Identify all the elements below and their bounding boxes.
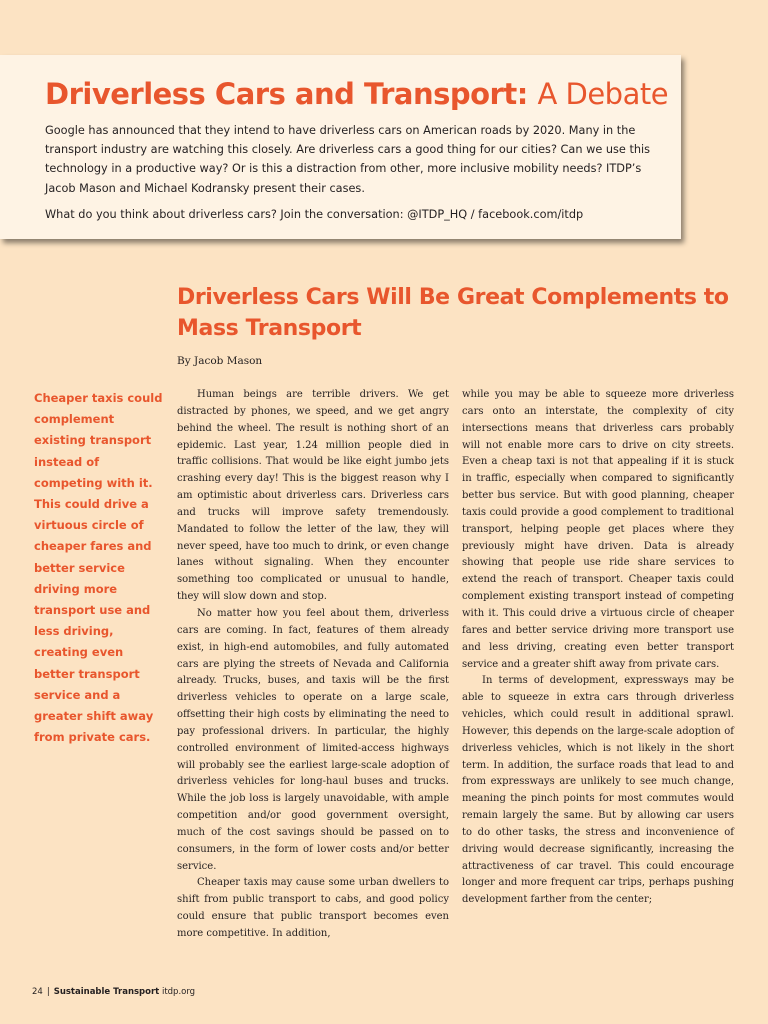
pull-quote: Cheaper taxis could complement existing transport instead of competing with it. This could drive a virtuous circle of cheaper fares and better service driving more transport use and less driving, creating even better transport service and a greater shift away from private cars.: [34, 391, 163, 745]
body-paragraph: Cheaper taxis may cause some urban dwellers to shift from public transport to cabs, and good policy could ensure that public transport becomes even more competitive. In addition,: [177, 877, 449, 939]
body-column-right: [462, 387, 734, 909]
page-footer: [32, 986, 195, 998]
body-column-left: [177, 387, 449, 943]
footer-separator: |: [46, 987, 50, 997]
body-paragraph: In terms of development, expressways may be able to squeeze in extra cars through driverless vehicles, which could result in additional sprawl. However, this depends on the large-scale adoption of driverless vehicles, which is not likely in the short term. In addition, the surface roads that lead to and from expressways are unlikely to see much change, meaning the pinch points for most commutes would remain largely the same. But by allowing car users to do other tasks, the stress and inconvenience of driving would decrease significantly, increasing the attractiveness of car travel. This could encourage longer and more frequent car trips, perhaps pushing development farther from the center;: [462, 675, 734, 906]
publication-name: Sustainable Transport: [53, 987, 160, 997]
body-paragraph: No matter how you feel about them, driverless cars are coming. In fact, features of them already exist, in high-end automobiles, and fully automated cars are plying the streets of Nevada and California already. Trucks, buses, and taxis will be the first driverless vehicles to operate on a large scale, offsetting their high costs by eliminating the need to pay professional drivers. In particular, the highly controlled environment of limited-access highways will probably see the earliest large-scale adoption of driverless vehicles for long-haul buses and trucks. While the job loss is largely unavoidable, with ample competition and/or good government oversight, much of the cost savings should be passed on to consumers, in the form of lower costs and/or better service.: [177, 607, 449, 872]
page-number: 24: [32, 987, 43, 997]
body-paragraph: while you may be able to squeeze more driverless cars onto an interstate, the complexity of city intersections means that driverless cars probably will not enable more cars to drive on city streets. Even a cheap taxi is not that appealing if it is stuck in traffic, especially when compared to significantly better bus service. But with good planning, cheaper taxis could provide a good complement to traditional transport, helping people get places where they previously might have driven. Data is already showing that people use ride share services to extend the reach of transport. Cheaper taxis could complement existing transport instead of competing with it. This could drive a virtuous circle of cheaper fares and better service driving more transport use and less driving, creating even better transport service and a greater shift away from private cars.: [462, 389, 734, 670]
debate-title: [45, 74, 668, 114]
intro-call-to-action: What do you think about driverless cars? Join the conversation: @ITDP_HQ / facebook.com/itdp: [45, 208, 584, 221]
debate-title-suffix: A Debate: [537, 77, 669, 111]
website-link[interactable]: itdp.org: [161, 987, 196, 997]
body-paragraph: Human beings are terrible drivers. We get distracted by phones, we speed, and we get angry behind the wheel. The result is nothing short of an epidemic. Last year, 1.24 million people died in traffic collisions. That would be like eight jumbo jets crashing every day! This is the biggest reason why I am optimistic about driverless cars. Driverless cars and trucks will improve safety tremendously. Mandated to follow the letter of the law, they will never speed, have too much to drink, or even change lanes without signaling. When they encounter something too complicated or unusual to handle, they will slow down and stop.: [177, 389, 449, 603]
article-title: Driverless Cars Will Be Great Complements to Mass Transport: [177, 285, 729, 341]
byline: By Jacob Mason: [177, 355, 263, 367]
debate-title-main: Driverless Cars and Transport:: [45, 77, 528, 111]
intro-paragraph: Google has announced that they intend to have driverless cars on American roads by 2020. Many in the transport industry are watching this closely. Are driverless cars a good thing for our cities? Can we use this technology in a productive way? Or is this a distraction from other, more inclusive mobility needs? ITDP’s Jacob Mason and Michael Kodransky present their cases.: [45, 124, 651, 195]
